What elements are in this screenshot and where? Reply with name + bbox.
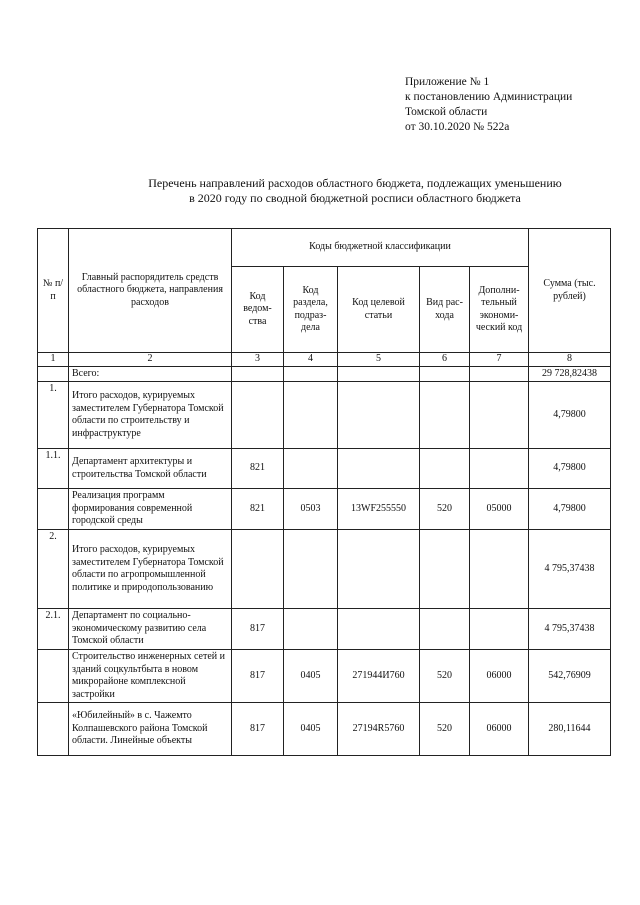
row-num: 2.1. — [38, 609, 69, 650]
row-exp — [420, 609, 470, 650]
row-exp: 520 — [420, 489, 470, 530]
row-econ: 06000 — [470, 650, 529, 703]
row-target: 271944И760 — [338, 650, 420, 703]
header-num: № п/п — [38, 229, 69, 353]
row-section — [284, 530, 338, 609]
table-row — [38, 382, 611, 449]
row-econ: 05000 — [470, 489, 529, 530]
header-exp-type: Вид рас-хода — [420, 267, 470, 353]
row-dept — [232, 530, 284, 609]
row-target — [338, 530, 420, 609]
row-econ — [470, 609, 529, 650]
row-econ — [470, 530, 529, 609]
row-num: 1.1. — [38, 449, 69, 489]
row-sum: 280,11644 — [529, 703, 611, 756]
row-target — [338, 366, 420, 382]
row-dept: 821 — [232, 489, 284, 530]
column-numbers-row — [38, 353, 611, 367]
appendix-line: Томской области — [405, 106, 488, 118]
row-dept: 817 — [232, 650, 284, 703]
row-exp — [420, 530, 470, 609]
table-row — [38, 530, 611, 609]
col-number: 5 — [338, 353, 420, 367]
col-number: 1 — [38, 353, 69, 367]
header-codes-group: Коды бюджетной классификации — [232, 229, 529, 267]
col-number: 3 — [232, 353, 284, 367]
row-exp — [420, 449, 470, 489]
appendix-line: от 30.10.2020 № 522а — [405, 121, 510, 133]
appendix-line: Приложение № 1 — [405, 76, 490, 88]
header-section: Код раздела, подраз-дела — [284, 267, 338, 353]
row-num — [38, 703, 69, 756]
row-sum: 4,79800 — [529, 449, 611, 489]
table-row — [38, 703, 611, 756]
row-section — [284, 382, 338, 449]
appendix-block — [405, 75, 572, 135]
row-name: Строительство инженерных сетей и зданий соцкультбыта в новом микрорайоне комплексной застройки — [69, 650, 232, 703]
row-sum: 4 795,37438 — [529, 609, 611, 650]
row-num: 1. — [38, 382, 69, 449]
row-name: Департамент по социально-экономическому развитию села Томской области — [69, 609, 232, 650]
col-number: 6 — [420, 353, 470, 367]
row-econ: 06000 — [470, 703, 529, 756]
document-title — [60, 176, 640, 206]
row-target — [338, 382, 420, 449]
budget-table — [37, 228, 611, 756]
row-dept: 817 — [232, 609, 284, 650]
row-sum: 4,79800 — [529, 382, 611, 449]
row-name: Итого расходов, курируемых заместителем Губернатора Томской области по агропромышленной политике и природопользованию — [69, 530, 232, 609]
row-econ — [470, 449, 529, 489]
row-sum: 4,79800 — [529, 489, 611, 530]
row-dept — [232, 366, 284, 382]
row-sum: 4 795,37438 — [529, 530, 611, 609]
col-number: 8 — [529, 353, 611, 367]
row-section — [284, 609, 338, 650]
row-num — [38, 489, 69, 530]
row-section: 0405 — [284, 703, 338, 756]
header-sum: Сумма (тыс. рублей) — [529, 229, 611, 353]
table-row — [38, 449, 611, 489]
row-target: 27194R5760 — [338, 703, 420, 756]
row-exp: 520 — [420, 650, 470, 703]
row-target — [338, 609, 420, 650]
header-dept: Код ведом-ства — [232, 267, 284, 353]
row-exp: 520 — [420, 703, 470, 756]
row-section — [284, 366, 338, 382]
row-name: Реализация программ формирования современной городской среды — [69, 489, 232, 530]
title-line: в 2020 году по сводной бюджетной росписи областного бюджета — [189, 191, 521, 205]
row-section — [284, 449, 338, 489]
row-num — [38, 366, 69, 382]
row-dept: 821 — [232, 449, 284, 489]
row-sum: 542,76909 — [529, 650, 611, 703]
title-line: Перечень направлений расходов областного бюджета, подлежащих уменьшению — [148, 176, 562, 190]
row-econ — [470, 366, 529, 382]
row-name: Всего: — [69, 366, 232, 382]
table-row — [38, 609, 611, 650]
row-section: 0405 — [284, 650, 338, 703]
row-dept: 817 — [232, 703, 284, 756]
row-num: 2. — [38, 530, 69, 609]
row-sum: 29 728,82438 — [529, 366, 611, 382]
header-target: Код целевой статьи — [338, 267, 420, 353]
row-name: Итого расходов, курируемых заместителем Губернатора Томской области по строительству и инфраструктуре — [69, 382, 232, 449]
appendix-line: к постановлению Администрации — [405, 91, 573, 103]
col-number: 2 — [69, 353, 232, 367]
row-section: 0503 — [284, 489, 338, 530]
row-exp — [420, 366, 470, 382]
header-econ: Дополни-тельный экономи-ческий код — [470, 267, 529, 353]
header-manager: Главный распорядитель средств областного бюджета, направления расходов — [69, 229, 232, 353]
col-number: 4 — [284, 353, 338, 367]
row-econ — [470, 382, 529, 449]
row-target: 13WF255550 — [338, 489, 420, 530]
table-row — [38, 650, 611, 703]
row-num — [38, 650, 69, 703]
row-name: «Юбилейный» в с. Чажемто Колпашевского района Томской области. Линейные объекты — [69, 703, 232, 756]
row-exp — [420, 382, 470, 449]
table-row — [38, 366, 611, 382]
col-number: 7 — [470, 353, 529, 367]
table-row — [38, 489, 611, 530]
row-target — [338, 449, 420, 489]
row-name: Департамент архитектуры и строительства Томской области — [69, 449, 232, 489]
row-dept — [232, 382, 284, 449]
